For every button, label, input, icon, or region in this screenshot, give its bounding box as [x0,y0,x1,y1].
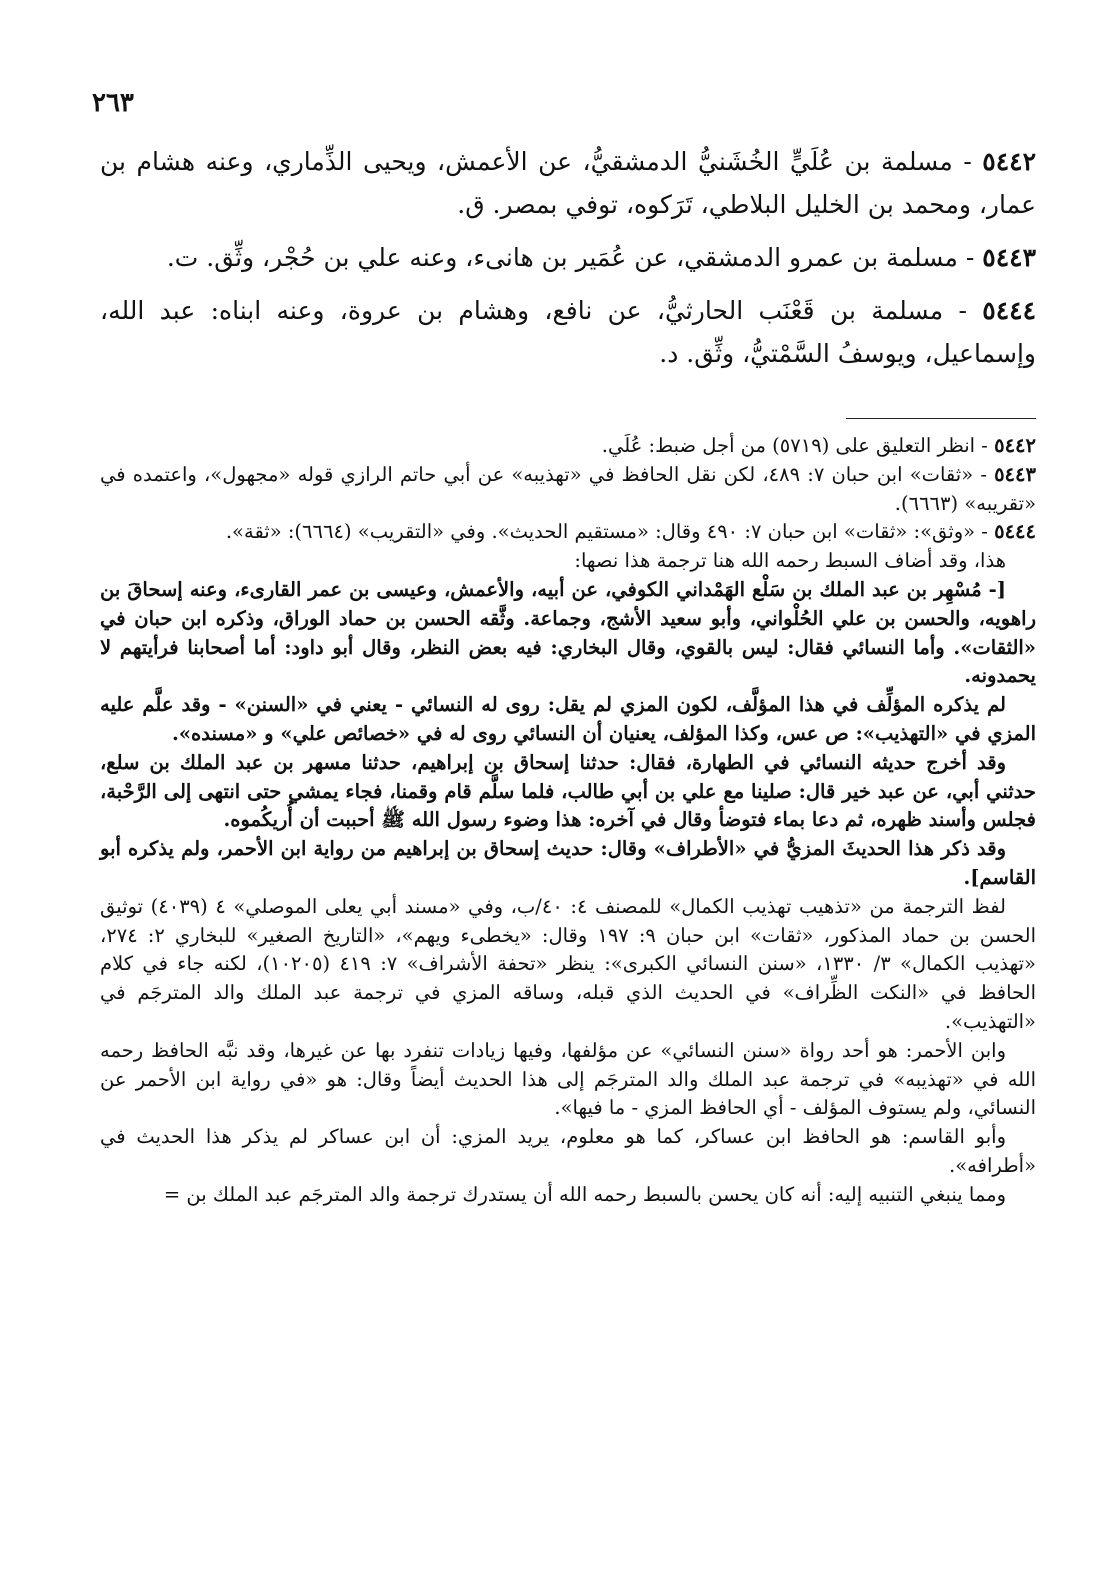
footnote-5444: ٥٤٤٤ - «وثق»: «ثقات» ابن حبان ٧: ٤٩٠ وقال: «مستقيم الحديث». وفي «التقريب» (٦٦٦٤): «ثقة». [225,520,1036,544]
footnote-number: ٥٤٤٣ [994,462,1036,486]
note-paragraph-bold: لم يذكره المؤلِّف في هذا المؤلَّف، لكون المزي لم يقل: روى له النسائي - يعني في «السنن» - وقد علَّم عليه المزي في «التهذيب»: ص عس، وكذا المؤلف، يعنيان أن النسائي روى له في «خصائص علي» و «مسنده». [100,693,1036,745]
entry-5442: ٥٤٤٢ - مسلمة بن عُلَيٍّ الخُشَنيُّ الدمشقيُّ، عن الأعمش، ويحيى الذِّماري، وعنه هشام بن عمار، ومحمد بن الخليل البلاطي، تَرَكوه، توفي بمصر. ق. [100,147,1037,219]
note-paragraph-bold: [- مُسْهِر بن عبد الملك بن سَلْع الهَمْداني الكوفي، عن أبيه، والأعمش، وعيسى بن عمر القارىء، وعنه إسحاقَ بن راهويه، والحسن بن علي الحُلْواني، وأبو سعيد الأشج، وجماعة. وثَّقه الحسن بن حماد الوراق، وذكره ابن حبان في «الثقات». وأما النسائي فقال: ليس بالقوي، وقال البخاري: فيه بعض النظر، وقال أبو داود: أما أصحابنا فرأيتهم لا يحمدونه. [100,577,1036,688]
note-paragraph-bold: وقد أخرج حديثه النسائي في الطهارة، فقال: حدثنا إسحاق بن إبراهيم، حدثنا مسهر بن عبد الملك بن سلع، حدثني أبي، عن عبد خير قال: صلينا مع علي بن أبي طالب، فلما سلَّم قام وقمنا، فجاء يمشي حتى انتهى إلى الرَّحْبة، فجلس وأسند ظهره، ثم دعا بماء فتوضأ وقال في آخره: هذا وضوء رسول الله ﷺ أحببت أن أُريكُموه. [100,750,1036,832]
footnote-number: ٥٤٤٤ [994,520,1036,544]
note-paragraph: ومما ينبغي التنبيه إليه: أنه كان يحسن بالسبط رحمه الله أن يستدرك ترجمة والد المترجَم عبد الملك بن = [163,1182,1006,1206]
entry-5444: ٥٤٤٤ - مسلمة بن قَعْنَب الحارثيُّ، عن نافع، وهشام بن عروة، وعنه ابناه: عبد الله، وإسماعيل، ويوسفُ السَّمْتيُّ، وثِّق. د. [100,296,1036,368]
entry-text: مسلمة بن قَعْنَب الحارثيُّ، عن نافع، وهشام بن عروة، وعنه ابناه: عبد الله، وإسماعيل، ويوسفُ السَّمْتيُّ، وثِّق. د. [100,296,1036,368]
footnote-number: ٥٤٤٢ [994,434,1036,457]
note-paragraph: وابن الأحمر: هو أحد رواة «سنن النسائي» عن مؤلفها، وفيها زيادات تنفرد بها عن غيرها، وقد نبَّه الحافظ رحمه الله في «تهذيبه» في ترجمة عبد الملك والد المترجَم إلى هذا الحديث أيضاً وقال: هو «في رواية ابن الأحمر عن النسائي، ولم يستوف المؤلف - أي الحافظ المزي - ما فيها». [100,1038,1036,1120]
main-entries [100,140,1036,385]
footnote-separator [846,418,1036,419]
entry-number: ٥٤٤٤ [982,296,1036,325]
note-paragraph-bold: وقد ذكر هذا الحديثَ المزيُّ في «الأطراف» وقال: حديث إسحاق بن إبراهيم من رواية ابن الأحمر، ولم يذكره أبو القاسم]. [100,837,1036,889]
entry-number: ٥٤٤٢ [982,147,1037,176]
entry-text: مسلمة بن عمرو الدمشقي، عن عُمَير بن هانىء، وعنه علي بن حُجْر، وثِّق. ت. [166,243,958,272]
footnote-text: «ثقات» ابن حبان ٧: ٤٨٩، لكن نقل الحافظ في «تهذيبه» عن أبي حاتم الرازي قوله «مجهول»، واعتمده في «تقريبه» (٦٦٦٣). [100,462,1036,515]
note-paragraph: وأبو القاسم: هو الحافظ ابن عساكر، كما هو معلوم، يريد المزي: أن ابن عساكر لم يذكر هذا الحديث في «أطرافه». [100,1125,1036,1177]
footnote-text: انظر التعليق على (٥٧١٩) من أجل ضبط: عُلَي. [601,434,976,457]
footnote-5442: ٥٤٤٢ - انظر التعليق على (٥٧١٩) من أجل ضبط: عُلَي. [601,434,1036,457]
footnotes [100,432,1036,1210]
entry-number: ٥٤٤٣ [982,243,1036,272]
footnote-text: «وثق»: «ثقات» ابن حبان ٧: ٤٩٠ وقال: «مستقيم الحديث». وفي «التقريب» (٦٦٦٤): «ثقة». [225,520,976,544]
entry-text: مسلمة بن عُلَيٍّ الخُشَنيُّ الدمشقيُّ، عن الأعمش، ويحيى الذِّماري، وعنه هشام بن عمار، ومحمد بن الخليل البلاطي، تَرَكوه، توفي بمصر. ق. [100,147,1036,219]
note-paragraph: هذا، وقد أضاف السبط رحمه الله هنا ترجمة هذا نصها: [574,549,1006,573]
page-number: ٢٦٣ [92,88,134,118]
entry-5443: ٥٤٤٣ - مسلمة بن عمرو الدمشقي، عن عُمَير بن هانىء، وعنه علي بن حُجْر، وثِّق. ت. [166,243,1036,272]
footnote-5443: ٥٤٤٣ - «ثقات» ابن حبان ٧: ٤٨٩، لكن نقل الحافظ في «تهذيبه» عن أبي حاتم الرازي قوله «مجهول»، واعتمده في «تقريبه» (٦٦٦٣). [100,462,1036,515]
note-paragraph: لفظ الترجمة من «تذهيب تهذيب الكمال» للمصنف ٤: ٤٠/ب، وفي «مسند أبي يعلى الموصلي» ٤ (٤٠٣٩) توثيق الحسن بن حماد المذكور، «ثقات» ابن حبان ٩: ١٩٧ وقال: «يخطىء ويهم»، «التاريخ الصغير» للبخاري ٢: ٢٧٤، «تهذيب الكمال» ٣/ ١٣٣٠، «سنن النسائي الكبرى»: ينظر «تحفة الأشراف» ٧: ٤١٩ (١٠٢٠٥)، لكنه جاء في كلام الحافظ في «النكت الظِّراف» في الحديث الذي قبله، وساقه المزي في ترجمة عبد الملك والد المترجَم في «التهذيب». [100,894,1036,1033]
